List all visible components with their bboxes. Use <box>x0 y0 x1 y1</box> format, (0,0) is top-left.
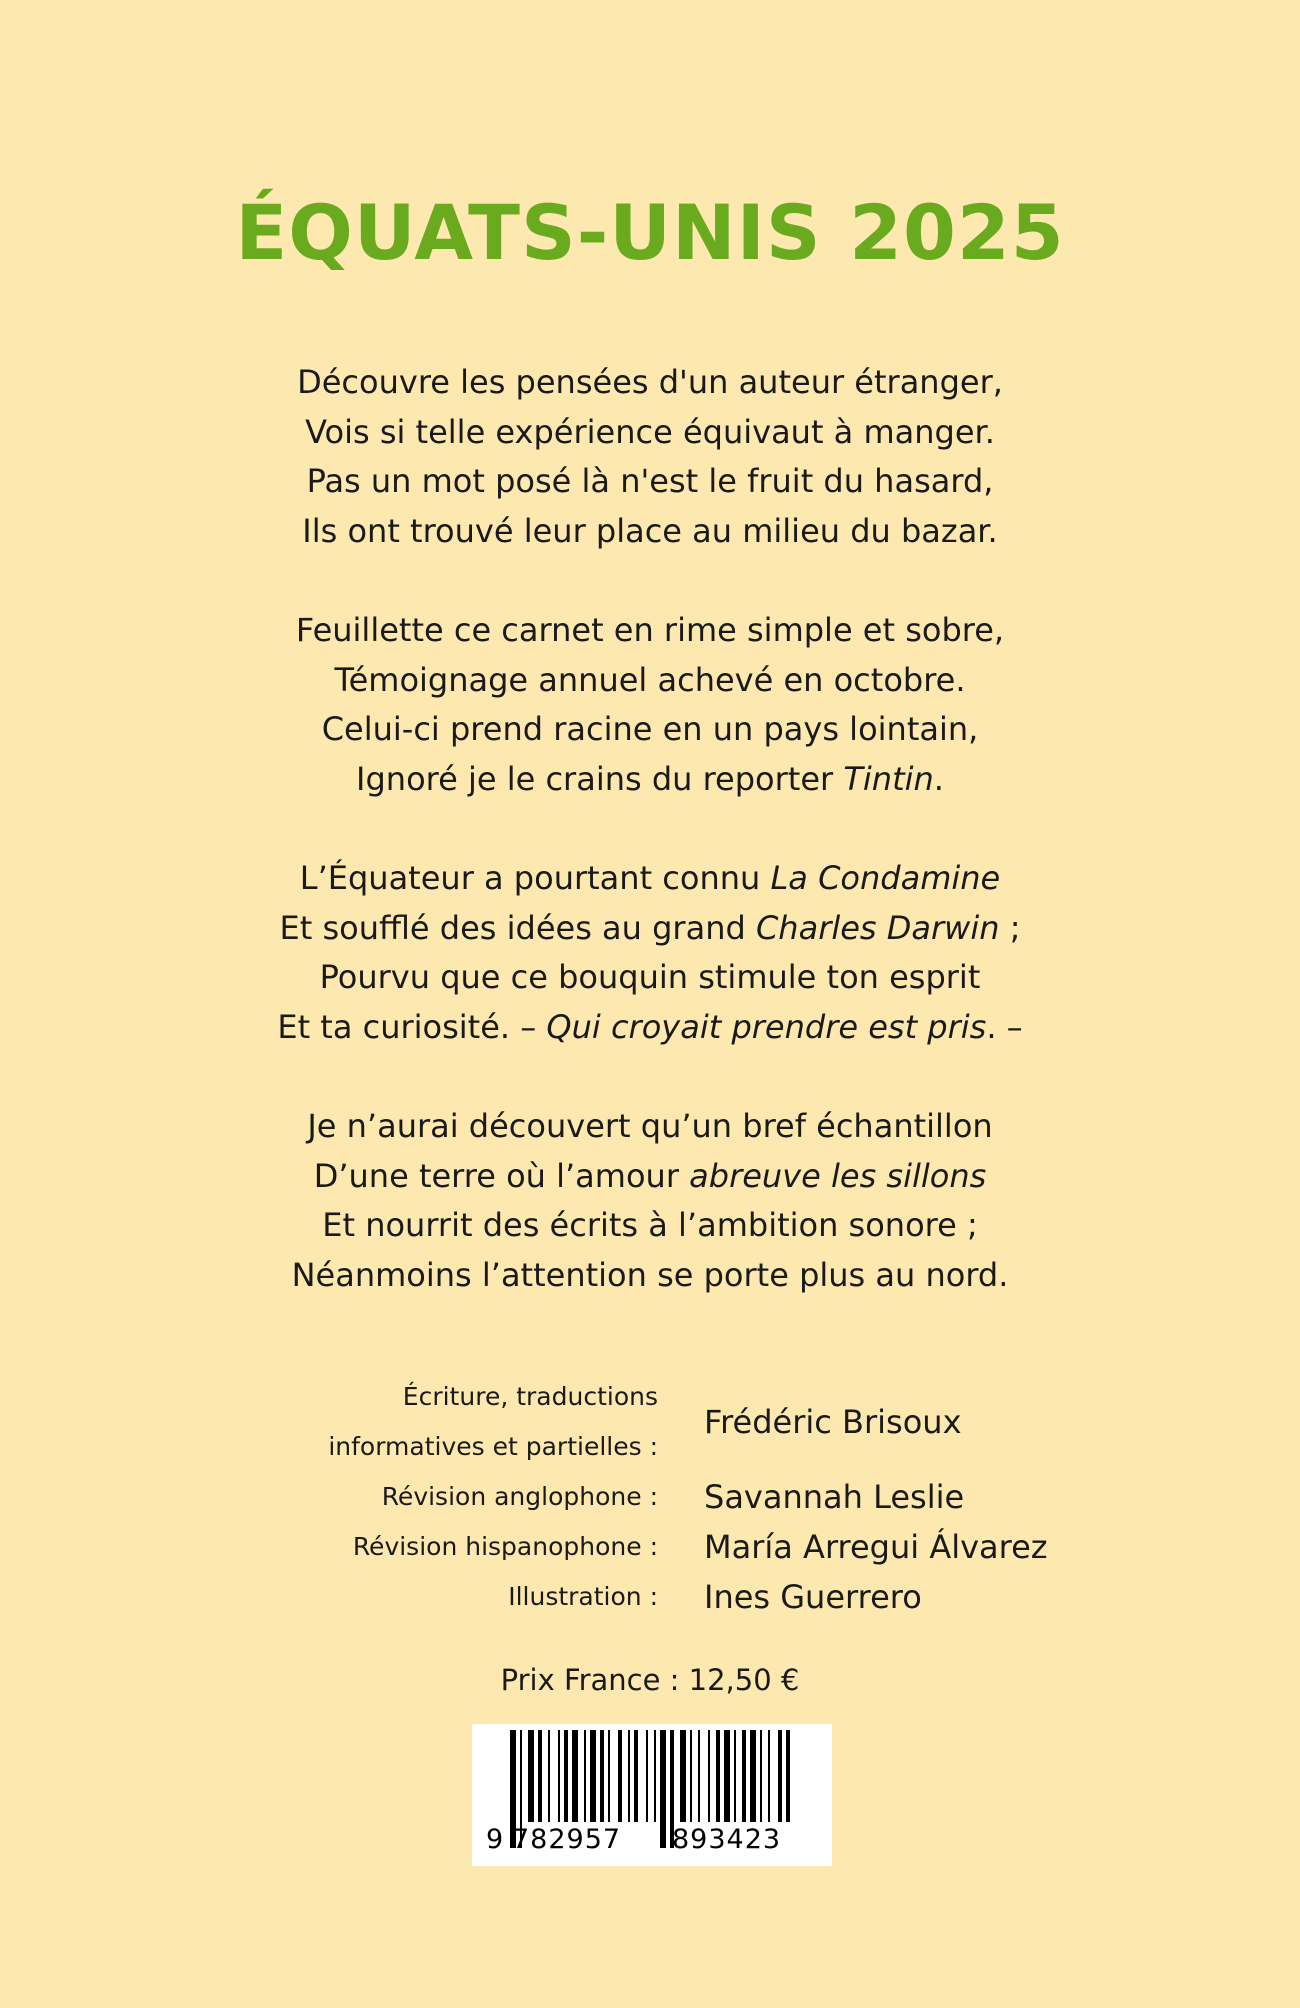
poem-line <box>0 755 1300 805</box>
poem-line <box>0 606 1300 656</box>
barcode-bar <box>528 1730 534 1822</box>
poem-italic-text: La Condamine <box>770 859 1001 897</box>
credit-role-line: informatives et partielles : <box>328 1432 658 1461</box>
poem-line <box>0 1201 1300 1251</box>
poem-text: Témoignage annuel achevé en octobre. <box>334 660 966 699</box>
barcode-digit-first: 9 <box>486 1824 504 1855</box>
credit-role <box>0 1572 658 1622</box>
barcode-bar <box>634 1730 638 1822</box>
poem-text: Et nourrit des écrits à l’ambition sonore ; <box>322 1206 978 1244</box>
credits <box>0 1372 1300 1622</box>
barcode-bar <box>548 1730 550 1822</box>
poem-line <box>0 656 1300 706</box>
barcode-bar <box>558 1730 560 1822</box>
poem-line <box>0 1003 1300 1053</box>
poem-line <box>0 904 1300 954</box>
poem-text: L’Équateur a pourtant connu <box>299 859 771 897</box>
poem-stanza <box>0 1102 1300 1300</box>
barcode-bar <box>734 1730 736 1822</box>
poem-text: Pourvu que ce bouquin stimule ton esprit <box>319 958 981 996</box>
barcode-bar <box>584 1730 586 1822</box>
poem-line <box>0 705 1300 755</box>
poem-line <box>0 1102 1300 1152</box>
credit-name: María Arregui Álvarez <box>704 1528 1048 1566</box>
poem-text: Pas un mot posé là n'est le fruit du hasard, <box>306 462 994 500</box>
barcode-bar <box>572 1730 578 1822</box>
poem-text: Celui-ci prend racine en un pays lointain, <box>321 710 979 748</box>
poem-line <box>0 953 1300 1003</box>
barcode-bar <box>742 1730 746 1822</box>
poem-text: . <box>933 759 944 798</box>
barcode-digits-right: 893423 <box>672 1824 782 1855</box>
poem-line <box>0 358 1300 408</box>
credit-role-line: Écriture, traductions <box>402 1382 658 1411</box>
barcode-bar <box>778 1730 782 1822</box>
poem-text: Et ta curiosité. – <box>277 1007 547 1046</box>
barcode-bar <box>608 1730 610 1822</box>
barcode-bar <box>618 1730 622 1822</box>
barcode-digits-left: 782957 <box>512 1824 622 1855</box>
credit-name: Frédéric Brisoux <box>704 1403 962 1441</box>
credit-row <box>0 1522 1300 1572</box>
credit-role-line: Révision hispanophone : <box>352 1532 658 1561</box>
credit-role <box>0 1522 658 1572</box>
poem <box>0 358 1300 1350</box>
poem-italic-text: Charles Darwin <box>755 908 1000 947</box>
poem-text: Vois si telle expérience équivaut à manger. <box>305 412 995 451</box>
poem-text: Je n’aurai découvert qu’un bref échantillon <box>307 1107 993 1145</box>
poem-stanza <box>0 854 1300 1052</box>
barcode-bar <box>564 1730 568 1822</box>
poem-line <box>0 1152 1300 1202</box>
poem-text: Ignoré je le crains du reporter <box>356 759 844 798</box>
poem-text: D’une terre où l’amour <box>313 1156 690 1195</box>
poem-line <box>0 457 1300 507</box>
barcode-bar <box>600 1730 604 1822</box>
credit-row <box>0 1372 1300 1472</box>
credit-name: Savannah Leslie <box>704 1478 965 1516</box>
barcode-bar <box>716 1730 720 1822</box>
credit-role <box>0 1372 658 1472</box>
barcode-bar <box>538 1730 542 1822</box>
poem-stanza <box>0 606 1300 804</box>
poem-line <box>0 1251 1300 1301</box>
barcode-bar <box>590 1730 596 1822</box>
barcode-bar <box>680 1730 686 1822</box>
barcode-bar <box>690 1730 692 1822</box>
poem-italic-text: Tintin <box>843 759 934 798</box>
barcode-bar <box>654 1730 656 1822</box>
credit-name: Ines Guerrero <box>704 1578 922 1616</box>
page-title: ÉQUATS-UNIS 2025 <box>235 188 1065 277</box>
credit-row <box>0 1472 1300 1522</box>
poem-line <box>0 408 1300 458</box>
poem-text: . – <box>986 1007 1023 1046</box>
barcode-bar <box>646 1730 648 1822</box>
barcode-digits <box>472 1824 832 1860</box>
price-label: Prix France : 12,50 € <box>500 1663 800 1697</box>
poem-line <box>0 854 1300 904</box>
credit-role-line: Révision anglophone : <box>381 1482 658 1511</box>
barcode-bar <box>724 1730 730 1822</box>
barcode-bar <box>768 1730 770 1822</box>
barcode <box>472 1724 832 1866</box>
poem-stanza <box>0 358 1300 556</box>
poem-text: Ils ont trouvé leur place au milieu du bazar. <box>302 511 998 550</box>
credit-row <box>0 1572 1300 1622</box>
credit-role <box>0 1472 658 1522</box>
barcode-bar <box>786 1730 790 1822</box>
poem-italic-text: Qui croyait prendre est pris <box>546 1007 987 1046</box>
barcode-bar <box>750 1730 756 1822</box>
barcode-bar <box>698 1730 700 1822</box>
poem-text: Et soufflé des idées au grand <box>279 908 756 947</box>
barcode-bar <box>760 1730 762 1822</box>
poem-text: ; <box>999 908 1021 947</box>
poem-text: Feuillette ce carnet en rime simple et sobre, <box>295 611 1005 649</box>
poem-line <box>0 507 1300 557</box>
credit-role-line: Illustration : <box>508 1582 658 1611</box>
poem-text: Néanmoins l’attention se porte plus au nord. <box>291 1255 1009 1294</box>
barcode-bar <box>628 1730 630 1822</box>
barcode-bar <box>708 1730 710 1822</box>
poem-italic-text: abreuve les sillons <box>689 1156 987 1195</box>
poem-text: Découvre les pensées d'un auteur étranger, <box>297 363 1003 401</box>
